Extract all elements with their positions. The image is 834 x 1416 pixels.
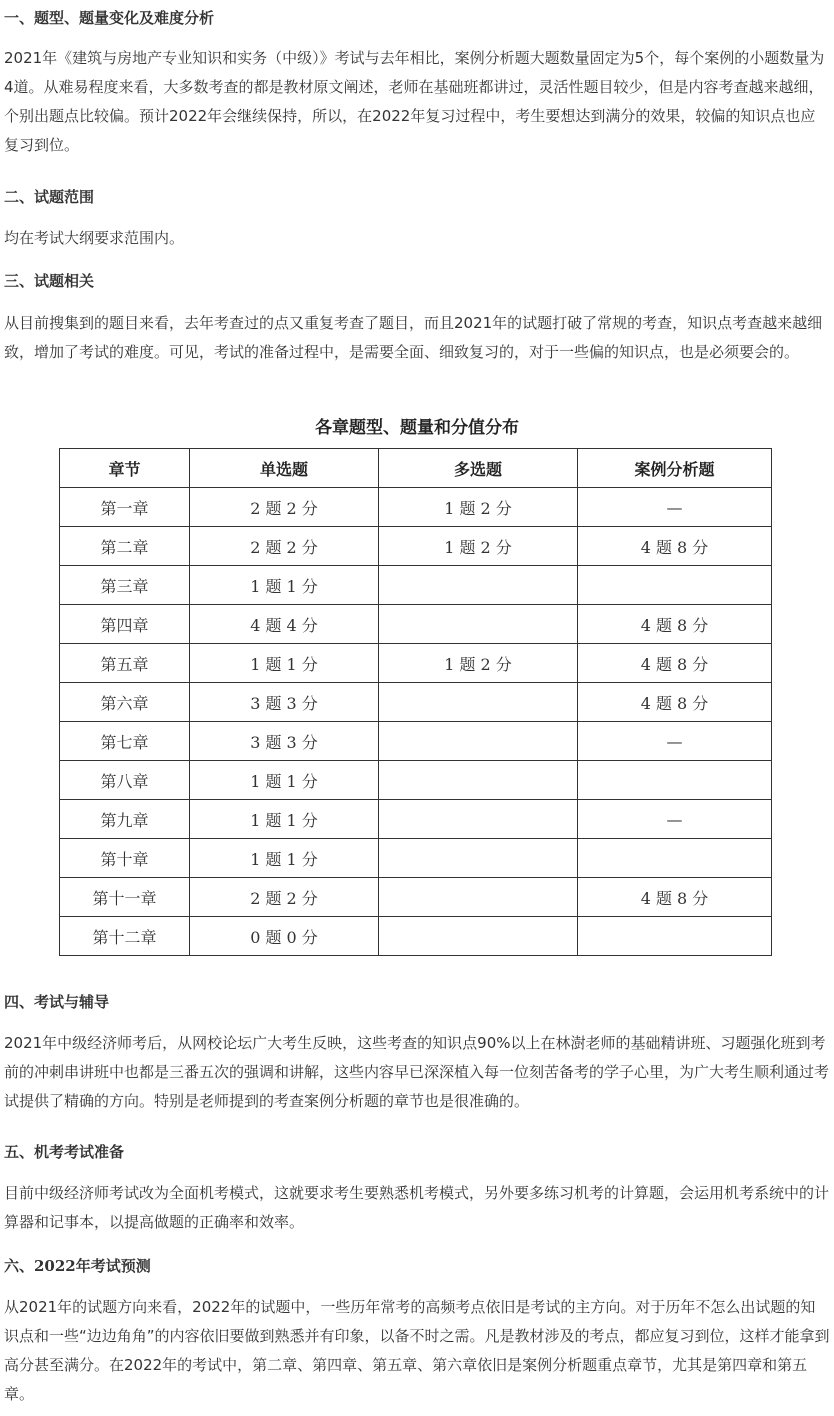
cell-chapter: 第十章 [60,839,190,878]
cell-case: — [578,800,772,839]
table-row [60,527,772,566]
section-3-heading: 三、试题相关 [4,272,95,290]
table-row [60,839,772,878]
distribution-table [59,448,772,956]
cell-single: 3 题 3 分 [190,722,379,761]
section-3-paragraph: 从目前搜集到的题目来看，去年考查过的点又重复考查了题目，而且2021年的试题打破了常规的考查，知识点考查越来越细致，增加了考试的难度。可见，考试的准备过程中，是需要全面、细致复习的，对于一些偏的知识点，也是必须要会的。 [4,314,823,361]
cell-case [578,566,772,605]
table-row [60,605,772,644]
cell-single: 1 题 1 分 [190,566,379,605]
table-row [60,761,772,800]
header-chapter: 章节 [60,449,190,488]
table-row [60,644,772,683]
cell-case [578,839,772,878]
cell-multiple: 1 题 2 分 [379,644,578,683]
section-2-heading: 二、试题范围 [4,188,95,206]
cell-case: 4 题 8 分 [578,878,772,917]
section-2-paragraph: 均在考试大纲要求范围内。 [4,229,185,247]
section-4-heading: 四、考试与辅导 [4,993,110,1011]
cell-single: 2 题 2 分 [190,488,379,527]
cell-case: 4 题 8 分 [578,527,772,566]
cell-multiple [379,800,578,839]
cell-single: 1 题 1 分 [190,800,379,839]
cell-multiple: 1 题 2 分 [379,488,578,527]
cell-multiple: 1 题 2 分 [379,527,578,566]
section-1-paragraph: 2021年《建筑与房地产专业知识和实务（中级）》考试与去年相比，案例分析题大题数量固定为5个，每个案例的小题数量为4道。从难易程度来看，大多数考查的都是教材原文阐述，老师在基础班都讲过，灵活性题目较少，但是内容考查越来越细，个别出题点比较偏。预计2022年会继续保持，所以，在2022年复习过程中，考生要想达到满分的效果，较偏的知识点也应复习到位。 [4,49,825,154]
cell-multiple [379,683,578,722]
section-6-paragraph: 从2021年的试题方向来看，2022年的试题中，一些历年常考的高频考点依旧是考试的主方向。对于历年不怎么出试题的知识点和一些“边边角角”的内容依旧要做到熟悉并有印象，以备不时之需。凡是教材涉及的考点，都应复习到位，这样才能拿到高分甚至满分。在2022年的考试中，第二章、第四章、第五章、第六章依旧是案例分析题重点章节，尤其是第四章和第五章。 [4,1298,830,1403]
cell-single: 1 题 1 分 [190,761,379,800]
cell-single: 4 题 4 分 [190,605,379,644]
header-single-choice: 单选题 [190,449,379,488]
table-row [60,800,772,839]
cell-case: 4 题 8 分 [578,644,772,683]
table-row [60,683,772,722]
section-5-heading: 五、机考考试准备 [4,1143,125,1161]
header-multiple-choice: 多选题 [379,449,578,488]
cell-chapter: 第一章 [60,488,190,527]
section-1-heading: 一、题型、题量变化及难度分析 [4,9,215,27]
table-row [60,917,772,956]
cell-multiple [379,839,578,878]
cell-chapter: 第六章 [60,683,190,722]
cell-chapter: 第八章 [60,761,190,800]
table-title: 各章题型、题量和分值分布 [315,418,519,438]
cell-single: 1 题 1 分 [190,839,379,878]
cell-multiple [379,605,578,644]
section-4-paragraph: 2021年中级经济师考后，从网校论坛广大考生反映，这些考查的知识点90%以上在林澍老师的基础精讲班、习题强化班到考前的冲刺串讲班中也都是三番五次的强调和讲解，这些内容早已深深植入每一位刻苦备考的学子心里，为广大考生顺利通过考试提供了精确的方向。特别是老师提到的考查案例分析题的章节也是很准确的。 [4,1034,830,1110]
cell-chapter: 第十一章 [60,878,190,917]
cell-chapter: 第三章 [60,566,190,605]
cell-single: 1 题 1 分 [190,644,379,683]
table-row [60,488,772,527]
cell-multiple [379,566,578,605]
cell-multiple [379,761,578,800]
cell-chapter: 第二章 [60,527,190,566]
cell-chapter: 第十二章 [60,917,190,956]
cell-single: 2 题 2 分 [190,878,379,917]
cell-case: — [578,722,772,761]
cell-case: 4 题 8 分 [578,605,772,644]
cell-multiple [379,917,578,956]
cell-multiple [379,878,578,917]
cell-case: 4 题 8 分 [578,683,772,722]
cell-chapter: 第九章 [60,800,190,839]
cell-chapter: 第四章 [60,605,190,644]
cell-chapter: 第七章 [60,722,190,761]
table-header-row [60,449,772,488]
cell-multiple [379,722,578,761]
section-5-paragraph: 目前中级经济师考试改为全面机考模式，这就要求考生要熟悉机考模式，另外要多练习机考的计算题，会运用机考系统中的计算器和记事本，以提高做题的正确率和效率。 [4,1184,830,1231]
header-case-analysis: 案例分析题 [578,449,772,488]
table-row [60,722,772,761]
cell-single: 0 题 0 分 [190,917,379,956]
section-6-heading: 六、2022年考试预测 [4,1257,151,1275]
cell-case: — [578,488,772,527]
cell-single: 3 题 3 分 [190,683,379,722]
cell-single: 2 题 2 分 [190,527,379,566]
table-row [60,878,772,917]
cell-case [578,917,772,956]
cell-case [578,761,772,800]
cell-chapter: 第五章 [60,644,190,683]
table-row [60,566,772,605]
